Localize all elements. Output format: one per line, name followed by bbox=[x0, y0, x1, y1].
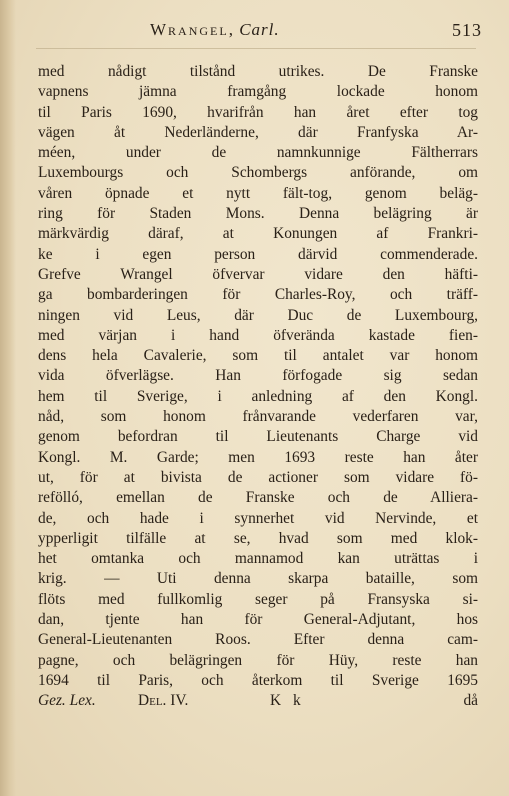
text-line: méen, under de namnkunnige Fältherrars bbox=[38, 144, 478, 162]
text-line: ningen vid Leus, där Duc de Luxembourg, bbox=[38, 306, 478, 324]
text-line: 1694 til Paris, och återkom til Sverige 1695 bbox=[38, 671, 478, 689]
text-line: pagne, och belägringen för Hüy, reste han bbox=[38, 651, 478, 669]
running-head bbox=[150, 20, 420, 46]
footer-volume: Del. IV. bbox=[138, 692, 189, 709]
text-line: vägen åt Nederländerne, där Franfyska Ar- bbox=[38, 123, 478, 141]
text-line: het omtanka och mannamod kan uträttas i bbox=[38, 550, 478, 568]
text-line: dens hela Cavalerie, som til antalet var honom bbox=[38, 347, 478, 365]
text-line: til Paris 1690, hvarifrån han året efter tog bbox=[38, 103, 478, 121]
text-line: ga bombarderingen för Charles-Roy, och träff- bbox=[38, 286, 478, 304]
text-line: General-Lieutenanten Roos. Efter denna cam- bbox=[38, 631, 478, 649]
text-line: de, och hade i synnerhet vid Nervinde, et bbox=[38, 509, 478, 527]
text-line: nåd, som honom frånvarande vederfaren var, bbox=[38, 408, 478, 426]
footer-signature: Gez. Lex. bbox=[38, 692, 96, 709]
text-line: med nådigt tilstånd utrikes. De Franske bbox=[38, 63, 478, 80]
text-line: våren öpnade et nytt fält-tog, genom beläg- bbox=[38, 184, 478, 202]
text-line: med värjan i hand öfverända kastade fien- bbox=[38, 326, 478, 344]
header-rule bbox=[36, 48, 476, 49]
text-line: vapnens jämna framgång lockade honom bbox=[38, 83, 478, 101]
text-line: vida öfverlägse. Han förfogade sig sedan bbox=[38, 367, 478, 385]
text-line: genom befordran til Lieutenants Charge vid bbox=[38, 428, 478, 446]
text-line: märkvärdig däraf, at Konungen af Frankri- bbox=[38, 225, 478, 243]
page-number: 513 bbox=[452, 20, 482, 40]
text-line: Luxembourgs och Schombergs anförande, om bbox=[38, 164, 478, 182]
footer-catchword: då bbox=[463, 692, 478, 709]
text-line: Kongl. M. Garde; men 1693 reste han åter bbox=[38, 448, 478, 466]
text-line: ring för Staden Mons. Denna belägring är bbox=[38, 205, 478, 223]
text-line: dan, tjente han för General-Adjutant, hos bbox=[38, 611, 478, 629]
page-gutter bbox=[0, 0, 16, 796]
text-line: krig. — Uti denna skarpa bataille, som bbox=[38, 570, 478, 588]
text-line: refölló, emellan de Franske och de Alliera- bbox=[38, 489, 478, 507]
text-line: ke i egen person därvid commenderade. bbox=[38, 245, 478, 263]
page-footer bbox=[38, 692, 478, 714]
footer-sheet-mark: K k bbox=[270, 692, 305, 709]
running-head-comma: , bbox=[228, 20, 240, 39]
text-line: hem til Sverige, i anledning af den Kongl. bbox=[38, 387, 478, 405]
body-text bbox=[38, 62, 478, 691]
text-line: flöts med fullkomlig seger på Fransyska si- bbox=[38, 590, 478, 608]
running-head-name: Wrangel bbox=[150, 20, 229, 39]
text-line: ypperligit tilfälle at se, hvad som med klok- bbox=[38, 529, 478, 547]
text-line: Grefve Wrangel öfvervar vidare den häfti- bbox=[38, 265, 478, 283]
running-head-given-name: Carl. bbox=[239, 20, 280, 39]
text-line: ut, för at bivista de actioner som vidare fö- bbox=[38, 468, 478, 486]
